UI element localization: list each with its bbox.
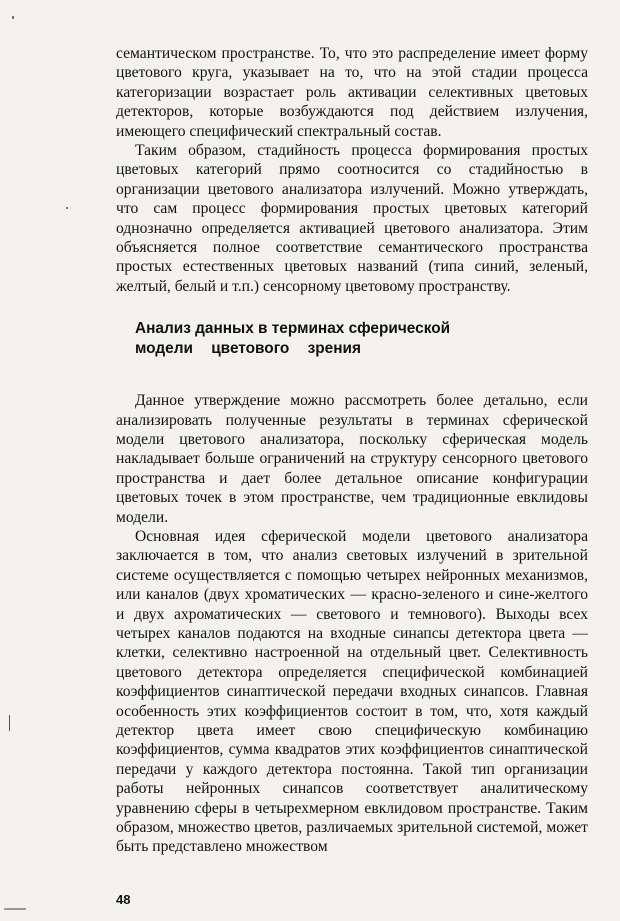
paragraph: Таким образом, стадийность процесса формирования простых цветовых категорий прямо соотносится со стадийностью в организации цветового анализатора излучений. Можно утверждать, что сам процесс формирования простых цветовых категорий однозначно определяется активацией цветового анализатора. Этим объясняется полное соответствие семантического пространства простых естественных цветовых названий (типа синий, зеленый, желтый, белый и т.п.) сенсорному цветовому пространству.: [116, 142, 588, 295]
scan-speck: [12, 16, 14, 19]
paragraph: Данное утверждение можно рассмотреть более детально, если анализировать полученные результаты в терминах сферической модели цветового анализатора, поскольку сферическая модель накладывает больше ограничений на структуру сенсорного цветового пространства и дает более детальное описание конфигурации цветовых точек в этом пространстве, чем традиционные евклидовы модели.: [116, 392, 588, 526]
scan-speck: [4, 908, 26, 910]
page-number: 48: [116, 892, 131, 907]
section-heading: [135, 319, 588, 358]
paragraph: семантическом пространстве. То, что это распределение имеет форму цветового круга, указывает на то, что на этой стадии процесса категоризации возрастает роль активации селективных цветовых детекторов, которые возбуждаются под действием излучения, имеющего специфический спектральный состав.: [116, 45, 588, 140]
scan-speck: [66, 207, 68, 209]
body-text: [116, 44, 588, 857]
paragraph: Основная идея сферической модели цветового анализатора заключается в том, что анализ световых излучений в зрительной системе осуществляется с помощью четырех нейронных механизмов, или каналов (двух хроматических — красно-зеленого и сине-желтого и двух ахроматических — светового и темнового). Выходы всех четырех каналов подаются на входные синапсы детектора цвета — клетки, селективно настроенной на отдельный цвет. Селективность цветового детектора определяется специфической комбинацией коэффициентов синаптической передачи входных синапсов. Главная особенность этих коэффициентов состоит в том, что, хотя каждый детектор цвета имеет свою специфическую комбинацию коэффициентов, сумма квадратов этих коэффициентов синаптической передачи у каждого детектора постоянна. Такой тип организации работы нейронных синапсов соответствует аналитическому уравнению сферы в четырехмерном евклидовом пространстве. Таким образом, множество цветов, различаемых зрительной системой, может быть представлено множеством: [116, 527, 588, 856]
section-heading-line-1: Анализ данных в терминах сферической: [135, 320, 451, 338]
scan-speck: [9, 715, 10, 731]
section-heading-line-2: модели цветового зрения: [135, 339, 361, 357]
